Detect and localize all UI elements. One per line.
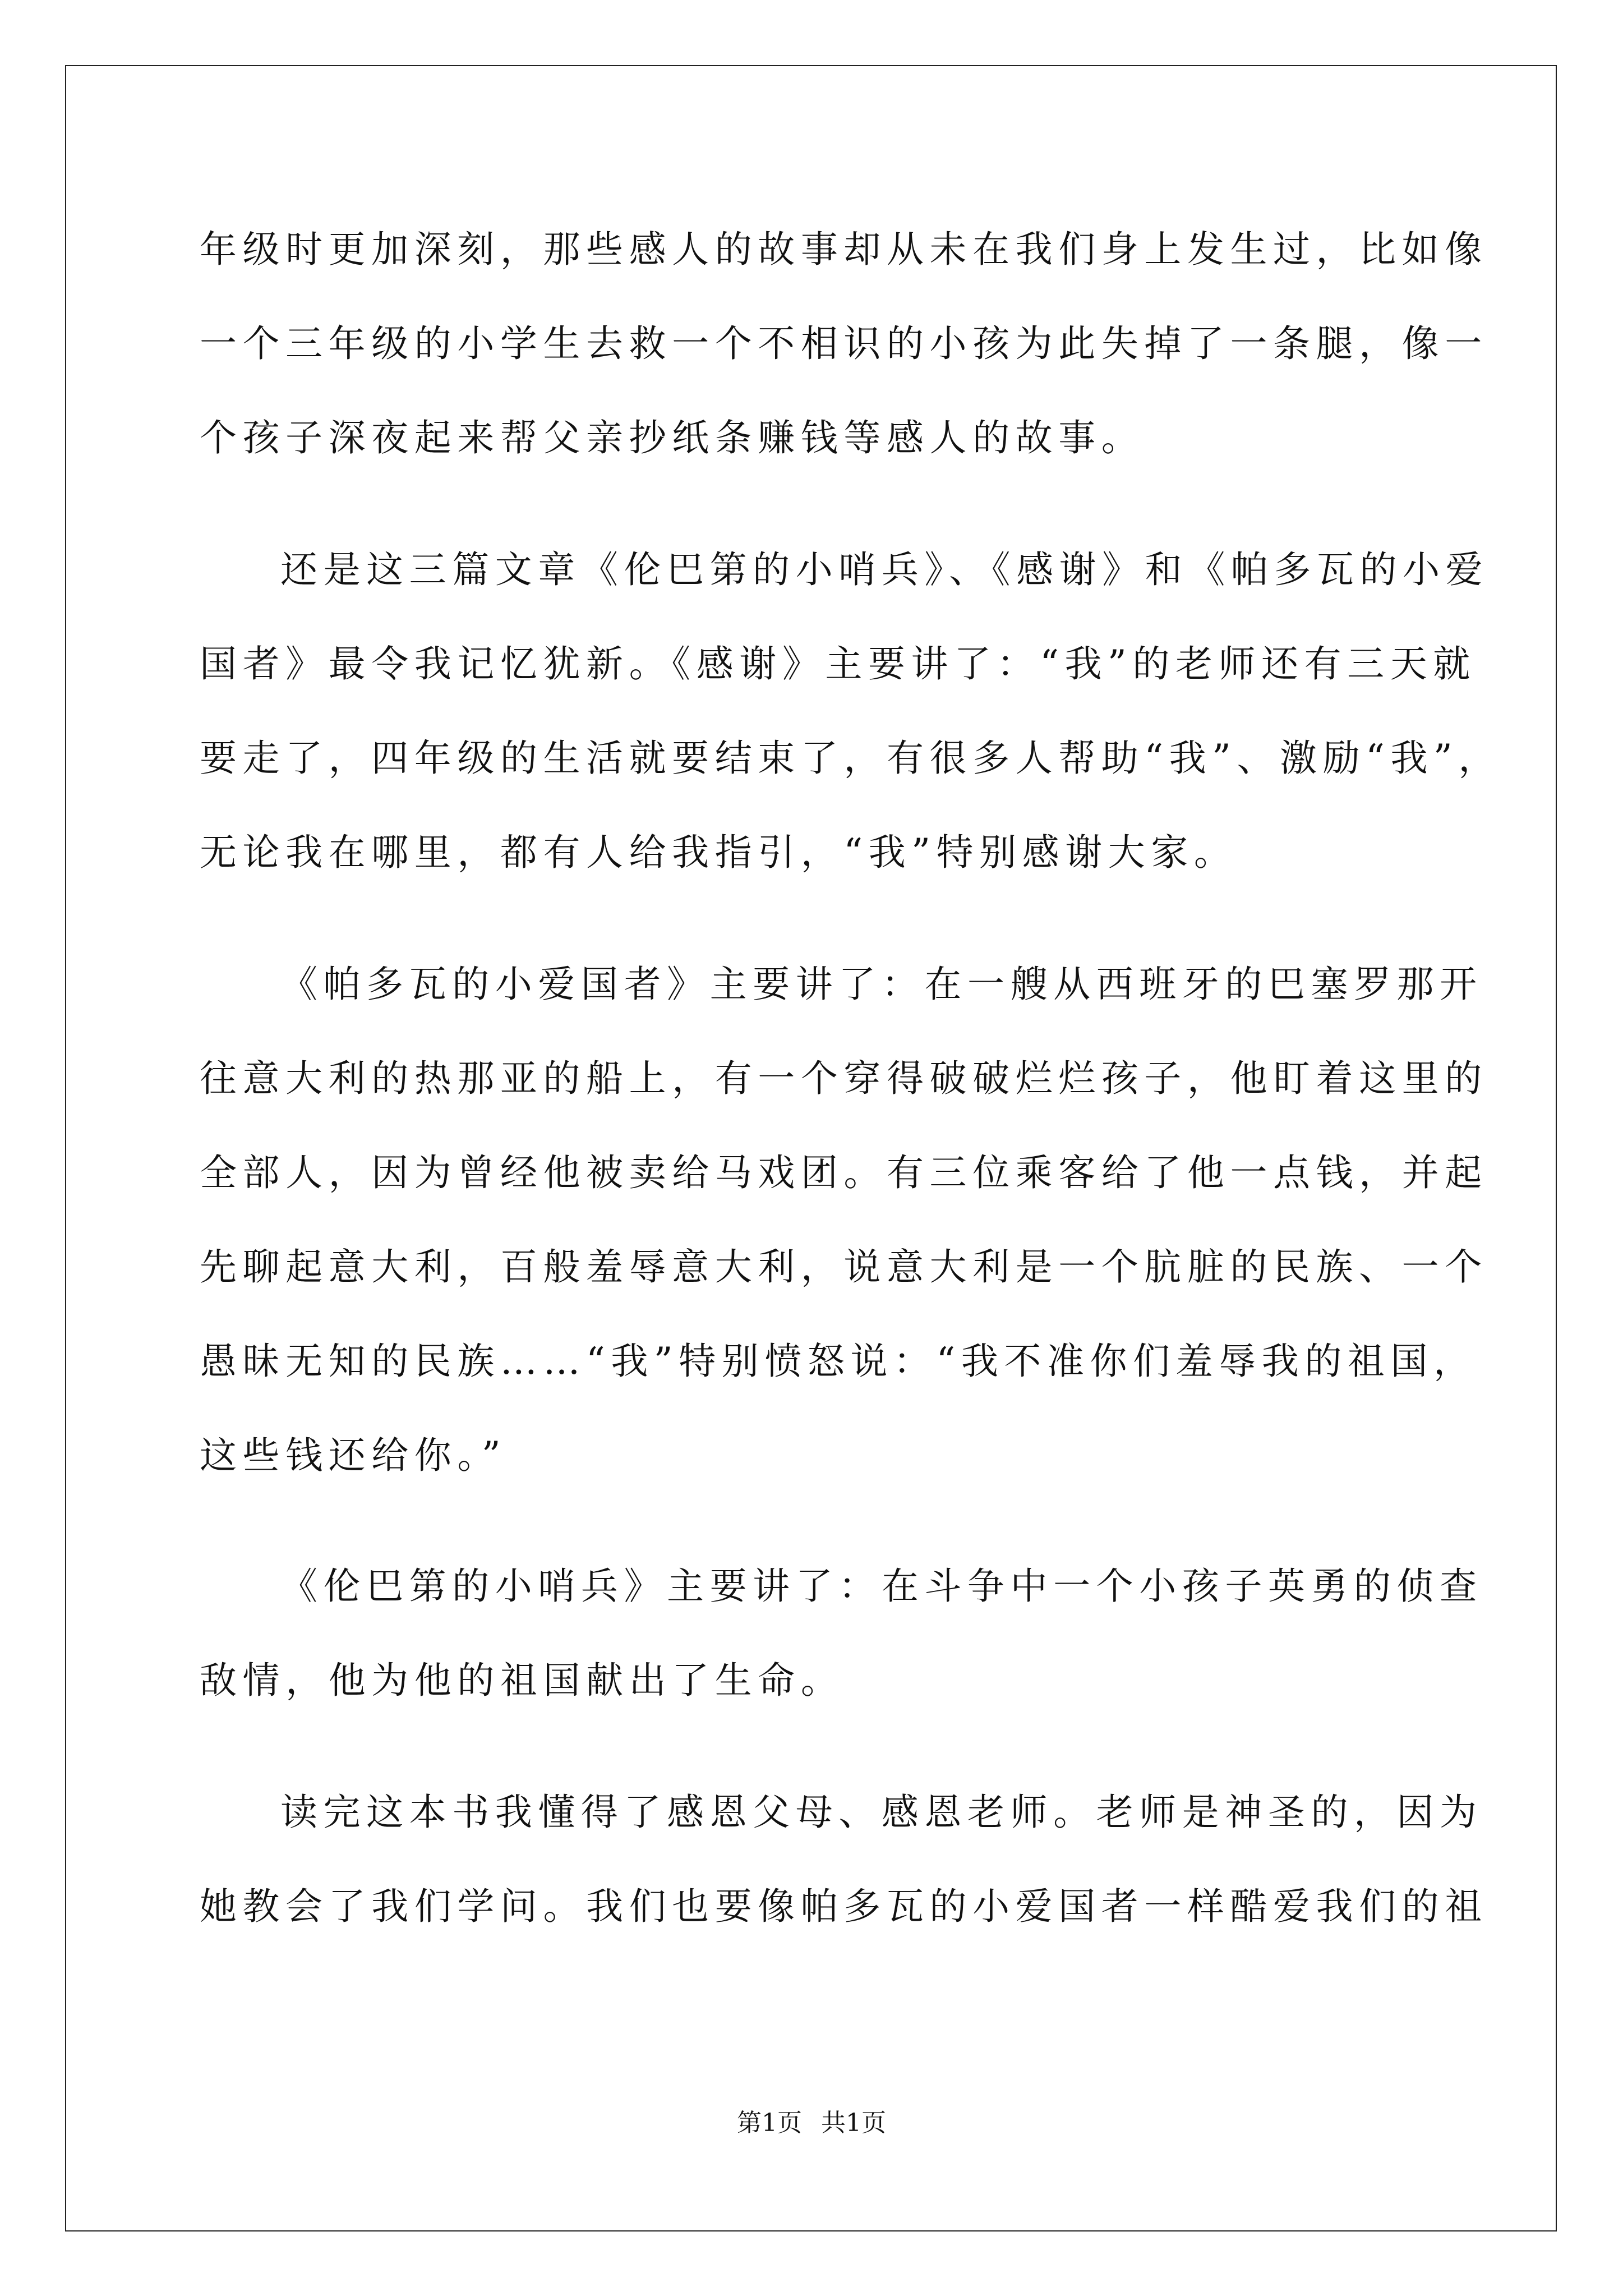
paragraph-first-line: 读完这本书我懂得了感恩父母、感恩老师。老师是神圣的，因为 bbox=[280, 1791, 1483, 1834]
text-line: 全部人，因为曾经他被卖给马戏团。有三位乘客给了他一点钱，并起 bbox=[200, 1151, 1488, 1194]
text-line: 无论我在哪里，都有人给我指引，“我”特别感谢大家。 bbox=[200, 831, 1237, 874]
text-line: 愚昧无知的民族……“我”特别愤怒说：“我不准你们羞辱我的祖国， bbox=[200, 1340, 1477, 1383]
paragraph-first-line: 《帕多瓦的小爱国者》主要讲了：在一艘从西班牙的巴塞罗那开 bbox=[280, 963, 1483, 1006]
text-line: 往意大利的热那亚的船上，有一个穿得破破烂烂孩子，他盯着这里的 bbox=[200, 1057, 1488, 1100]
text-line: 国者》最令我记忆犹新。《感谢》主要讲了：“我”的老师还有三天就 bbox=[200, 642, 1476, 685]
text-line: 敌情，他为他的祖国献出了生命。 bbox=[200, 1659, 844, 1702]
page-count: 共1页 bbox=[821, 2109, 886, 2137]
text-line: 这些钱还给你。” bbox=[200, 1434, 507, 1477]
text-line: 要走了，四年级的生活就要结束了，有很多人帮助“我”、激励“我”， bbox=[200, 737, 1501, 780]
text-line: 年级时更加深刻，那些感人的故事却从未在我们身上发生过，比如像 bbox=[200, 228, 1488, 271]
page-footer bbox=[0, 2111, 1623, 2136]
paragraph-first-line: 还是这三篇文章《伦巴第的小哨兵》、《感谢》和《帕多瓦的小爱 bbox=[280, 548, 1489, 591]
text-line: 她教会了我们学问。我们也要像帕多瓦的小爱国者一样酷爱我们的祖 bbox=[200, 1885, 1488, 1928]
page-number: 第1页 bbox=[737, 2109, 802, 2137]
paragraph-first-line: 《伦巴第的小哨兵》主要讲了：在斗争中一个小孩子英勇的侦查 bbox=[280, 1565, 1483, 1608]
text-line: 一个三年级的小学生去救一个不相识的小孩为此失掉了一条腿，像一 bbox=[200, 322, 1488, 365]
text-line: 个孩子深夜起来帮父亲抄纸条赚钱等感人的故事。 bbox=[200, 416, 1145, 459]
text-line: 先聊起意大利，百般羞辱意大利，说意大利是一个肮脏的民族、一个 bbox=[200, 1245, 1488, 1289]
